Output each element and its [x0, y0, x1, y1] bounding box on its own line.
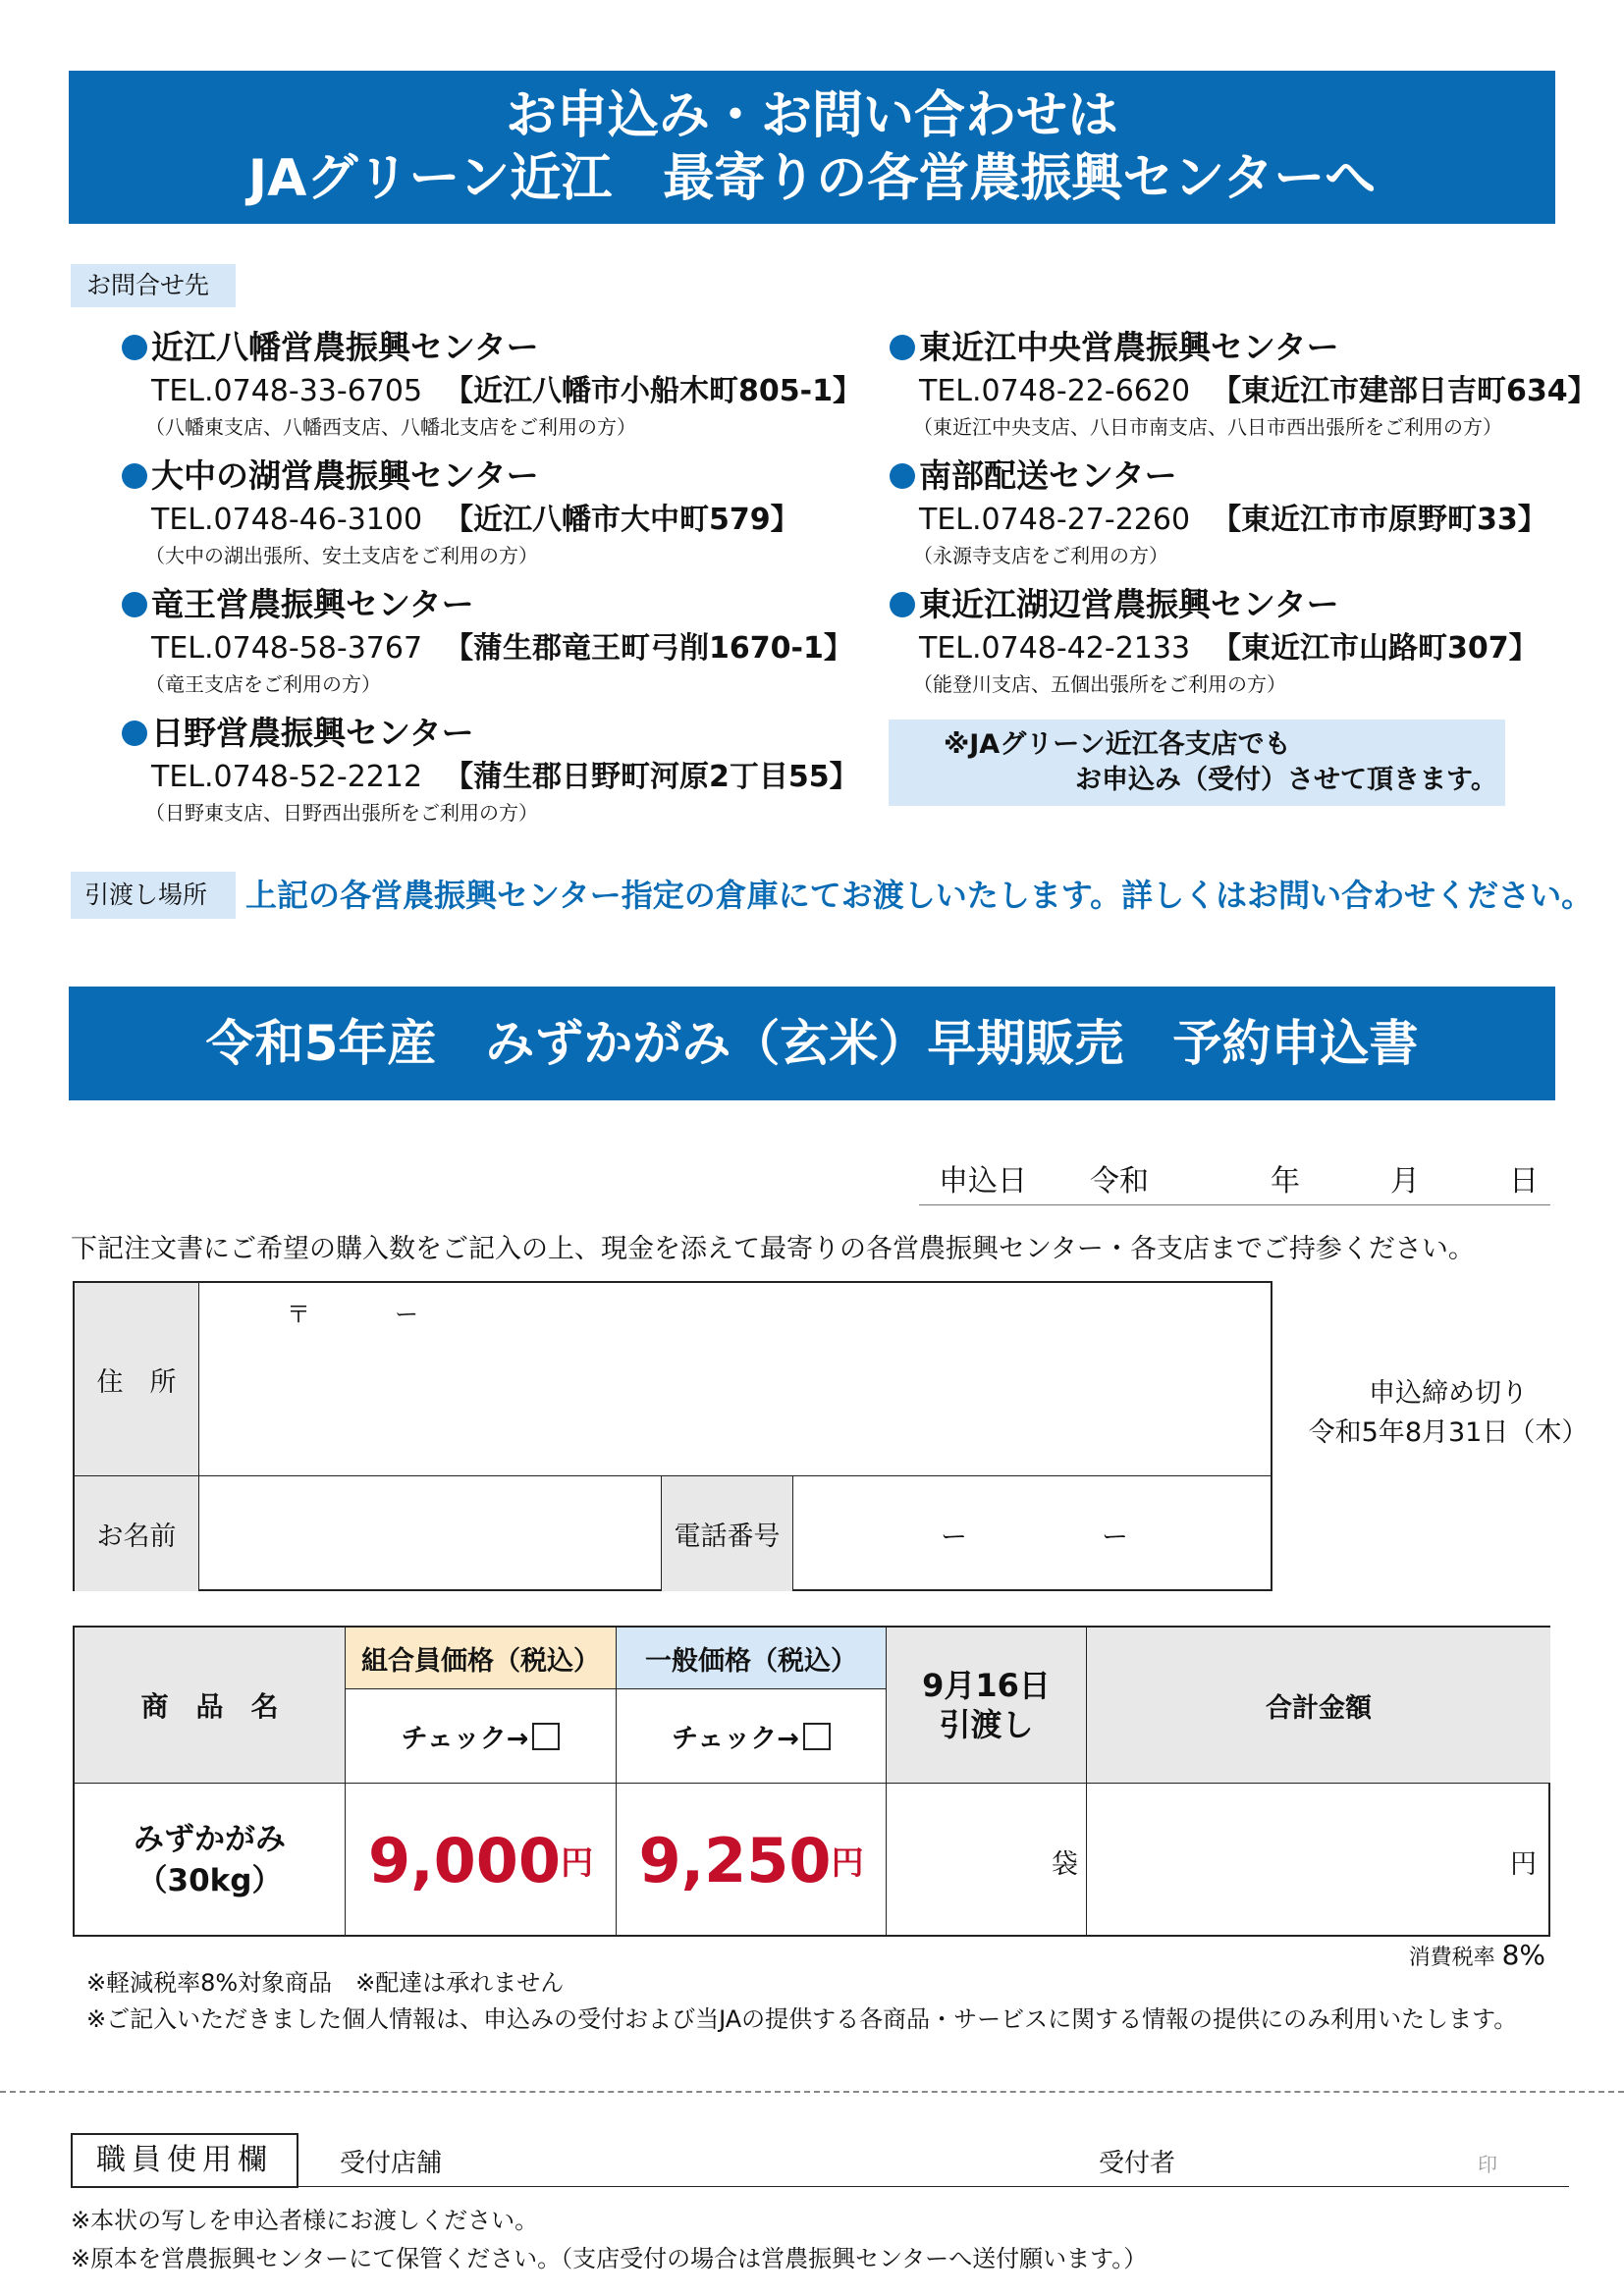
general-check[interactable]: [617, 1689, 886, 1783]
center-note: （大中の湖出張所、安土支店をご利用の方）: [145, 544, 538, 567]
bullet-icon: [890, 335, 915, 360]
date-month: 月: [1390, 1164, 1420, 1199]
general-yen: 円: [831, 1842, 864, 1882]
product-name: [75, 1784, 345, 1937]
address-label: 住 所: [75, 1283, 198, 1475]
col-product: 商 品 名: [75, 1628, 345, 1783]
receiver-label: 受付者: [1099, 2149, 1176, 2178]
center-tel: TEL.0748-42-2133: [919, 631, 1191, 666]
bullet-icon: [122, 721, 147, 746]
form-title: 令和5年産 みずかがみ（玄米）早期販売 予約申込書: [69, 987, 1555, 1100]
bullet-icon: [890, 592, 915, 617]
note-tax: ※軽減税率8%対象商品 ※配達は承れません: [86, 1969, 565, 1997]
store-label: 受付店舗: [340, 2149, 443, 2178]
bag-quantity-field[interactable]: [887, 1784, 1086, 1937]
center-tel: TEL.0748-46-3100: [151, 503, 423, 537]
member-check-label: チェック→: [401, 1724, 529, 1754]
notice-line2: お申込み（受付）させて頂きます。: [1075, 765, 1497, 795]
center-item: [122, 327, 862, 441]
total-unit: 円: [1510, 1849, 1537, 1880]
center-name: 南部配送センター: [919, 456, 1177, 495]
center-name: 東近江中央営農振興センター: [919, 328, 1339, 366]
delivery-date: 9月16日: [922, 1667, 1051, 1704]
center-address: 【近江八幡市小船木町805-1】: [444, 374, 863, 408]
general-price: 9,250: [638, 1824, 832, 1896]
applicant-table: [73, 1281, 1272, 1591]
bullet-icon: [122, 463, 147, 489]
center-address: 【蒲生郡竜王町弓削1670-1】: [444, 631, 853, 666]
center-tel: TEL.0748-22-6620: [919, 374, 1191, 408]
center-tel: TEL.0748-58-3767: [151, 631, 423, 666]
deadline-label: 申込締め切り: [1369, 1378, 1528, 1409]
application-date[interactable]: [919, 1156, 1550, 1205]
bullet-icon: [122, 335, 147, 360]
center-name: 竜王営農振興センター: [151, 585, 474, 623]
center-name: 大中の湖営農振興センター: [151, 456, 539, 495]
note-privacy: ※ご記入いただきました個人情報は、申込みの受付および当JAの提供する各商品・サービスに関する情報の提供にのみ利用いたします。: [86, 2005, 1518, 2033]
phone-label: 電話番号: [662, 1476, 792, 1591]
bullet-icon: [890, 463, 915, 489]
product-name-line1: みずかがみ: [134, 1822, 286, 1857]
col-general-price: 一般価格（税込）: [617, 1628, 886, 1688]
center-note: （竜王支店をご利用の方）: [145, 672, 381, 696]
center-item: [890, 455, 1547, 569]
center-item: [122, 455, 800, 569]
name-field[interactable]: [199, 1476, 661, 1591]
member-yen: 円: [561, 1842, 594, 1882]
header-line2: JAグリーン近江 最寄りの各営農振興センターへ: [247, 149, 1377, 208]
tax-label: 消費税率: [1408, 1946, 1495, 1970]
phone-dash-2: ー: [1102, 1522, 1128, 1553]
staff-use-label: 職員使用欄: [71, 2133, 298, 2188]
product-name-line2: （30kg）: [136, 1863, 283, 1898]
phone-field[interactable]: [793, 1476, 1272, 1591]
header-line1: お申込み・お問い合わせは: [505, 86, 1118, 145]
total-amount-field[interactable]: [1087, 1784, 1550, 1937]
branch-notice: [889, 720, 1505, 806]
member-check[interactable]: [346, 1689, 616, 1783]
center-name: 近江八幡営農振興センター: [151, 328, 539, 366]
date-era: 令和: [1090, 1164, 1149, 1199]
delivery-tag: 引渡し場所: [71, 872, 236, 919]
center-address: 【東近江市建部日吉町634】: [1212, 374, 1597, 408]
member-checkbox[interactable]: [532, 1723, 560, 1750]
center-tel: TEL.0748-27-2260: [919, 503, 1191, 537]
center-name: 日野営農振興センター: [151, 714, 474, 752]
instruction-text: 下記注文書にご希望の購入数をご記入の上、現金を添えて最寄りの各営農振興センター・各支店までご持参ください。: [71, 1234, 1475, 1264]
member-price: 9,000: [367, 1824, 562, 1896]
staff-underline: [298, 2186, 1569, 2187]
general-checkbox[interactable]: [803, 1723, 831, 1750]
center-note: （能登川支店、五個出張所をご利用の方）: [913, 672, 1286, 696]
center-item: [122, 713, 859, 827]
center-item: [890, 327, 1597, 441]
tax-rate: [1409, 1939, 1545, 1971]
center-item: [122, 584, 853, 698]
product-table: [73, 1626, 1550, 1937]
name-label: お名前: [75, 1476, 198, 1591]
phone-dash-1: ー: [941, 1522, 967, 1553]
center-item: [890, 584, 1539, 698]
date-year: 年: [1271, 1164, 1300, 1199]
deadline-date: 令和5年8月31日（木）: [1308, 1417, 1589, 1448]
center-note: （永源寺支店をご利用の方）: [913, 544, 1168, 567]
bottom-note-2: ※原本を営農振興センターにて保管ください。（支店受付の場合は営農振興センターへ送付願います。）: [71, 2245, 1148, 2272]
postal-mark: 〒: [287, 1301, 310, 1328]
center-tel: TEL.0748-33-6705: [151, 374, 423, 408]
delivery-label: 引渡し: [939, 1706, 1034, 1743]
contact-tag: お問合せ先: [71, 264, 236, 307]
delivery-text: 上記の各営農振興センター指定の倉庫にてお渡しいたします。詳しくはお問い合わせください。: [245, 877, 1594, 914]
general-price-value: [617, 1784, 886, 1937]
center-address: 【東近江市山路町307】: [1212, 631, 1539, 666]
center-address: 【蒲生郡日野町河原2丁目55】: [444, 760, 859, 794]
center-address: 【近江八幡市大中町579】: [444, 503, 800, 537]
cut-line: [0, 2091, 1624, 2093]
center-note: （日野東支店、日野西出張所をご利用の方）: [145, 801, 538, 825]
notice-line1: ※JAグリーン近江各支店でも: [944, 729, 1291, 760]
postal-dash: ー: [395, 1301, 418, 1328]
center-name: 東近江湖辺営農振興センター: [919, 585, 1339, 623]
center-address: 【東近江市市原野町33】: [1212, 503, 1547, 537]
bottom-note-1: ※本状の写しを申込者様にお渡しください。: [71, 2207, 539, 2234]
seal-label: 印: [1478, 2153, 1497, 2176]
general-check-label: チェック→: [672, 1724, 799, 1754]
col-delivery: [887, 1628, 1086, 1783]
bag-unit: 袋: [1052, 1849, 1078, 1880]
col-member-price: 組合員価格（税込）: [346, 1628, 616, 1688]
date-label: 申込日: [939, 1164, 1027, 1199]
date-day: 日: [1509, 1164, 1539, 1199]
col-total: 合計金額: [1087, 1628, 1550, 1783]
deadline: [1272, 1374, 1624, 1453]
address-field[interactable]: [198, 1283, 1272, 1475]
header-banner: [69, 71, 1555, 224]
tax-value: 8%: [1501, 1939, 1545, 1971]
member-price-value: [346, 1784, 616, 1937]
center-note: （東近江中央支店、八日市南支店、八日市西出張所をご利用の方）: [913, 415, 1502, 439]
center-note: （八幡東支店、八幡西支店、八幡北支店をご利用の方）: [145, 415, 636, 439]
center-tel: TEL.0748-52-2212: [151, 760, 423, 794]
bullet-icon: [122, 592, 147, 617]
